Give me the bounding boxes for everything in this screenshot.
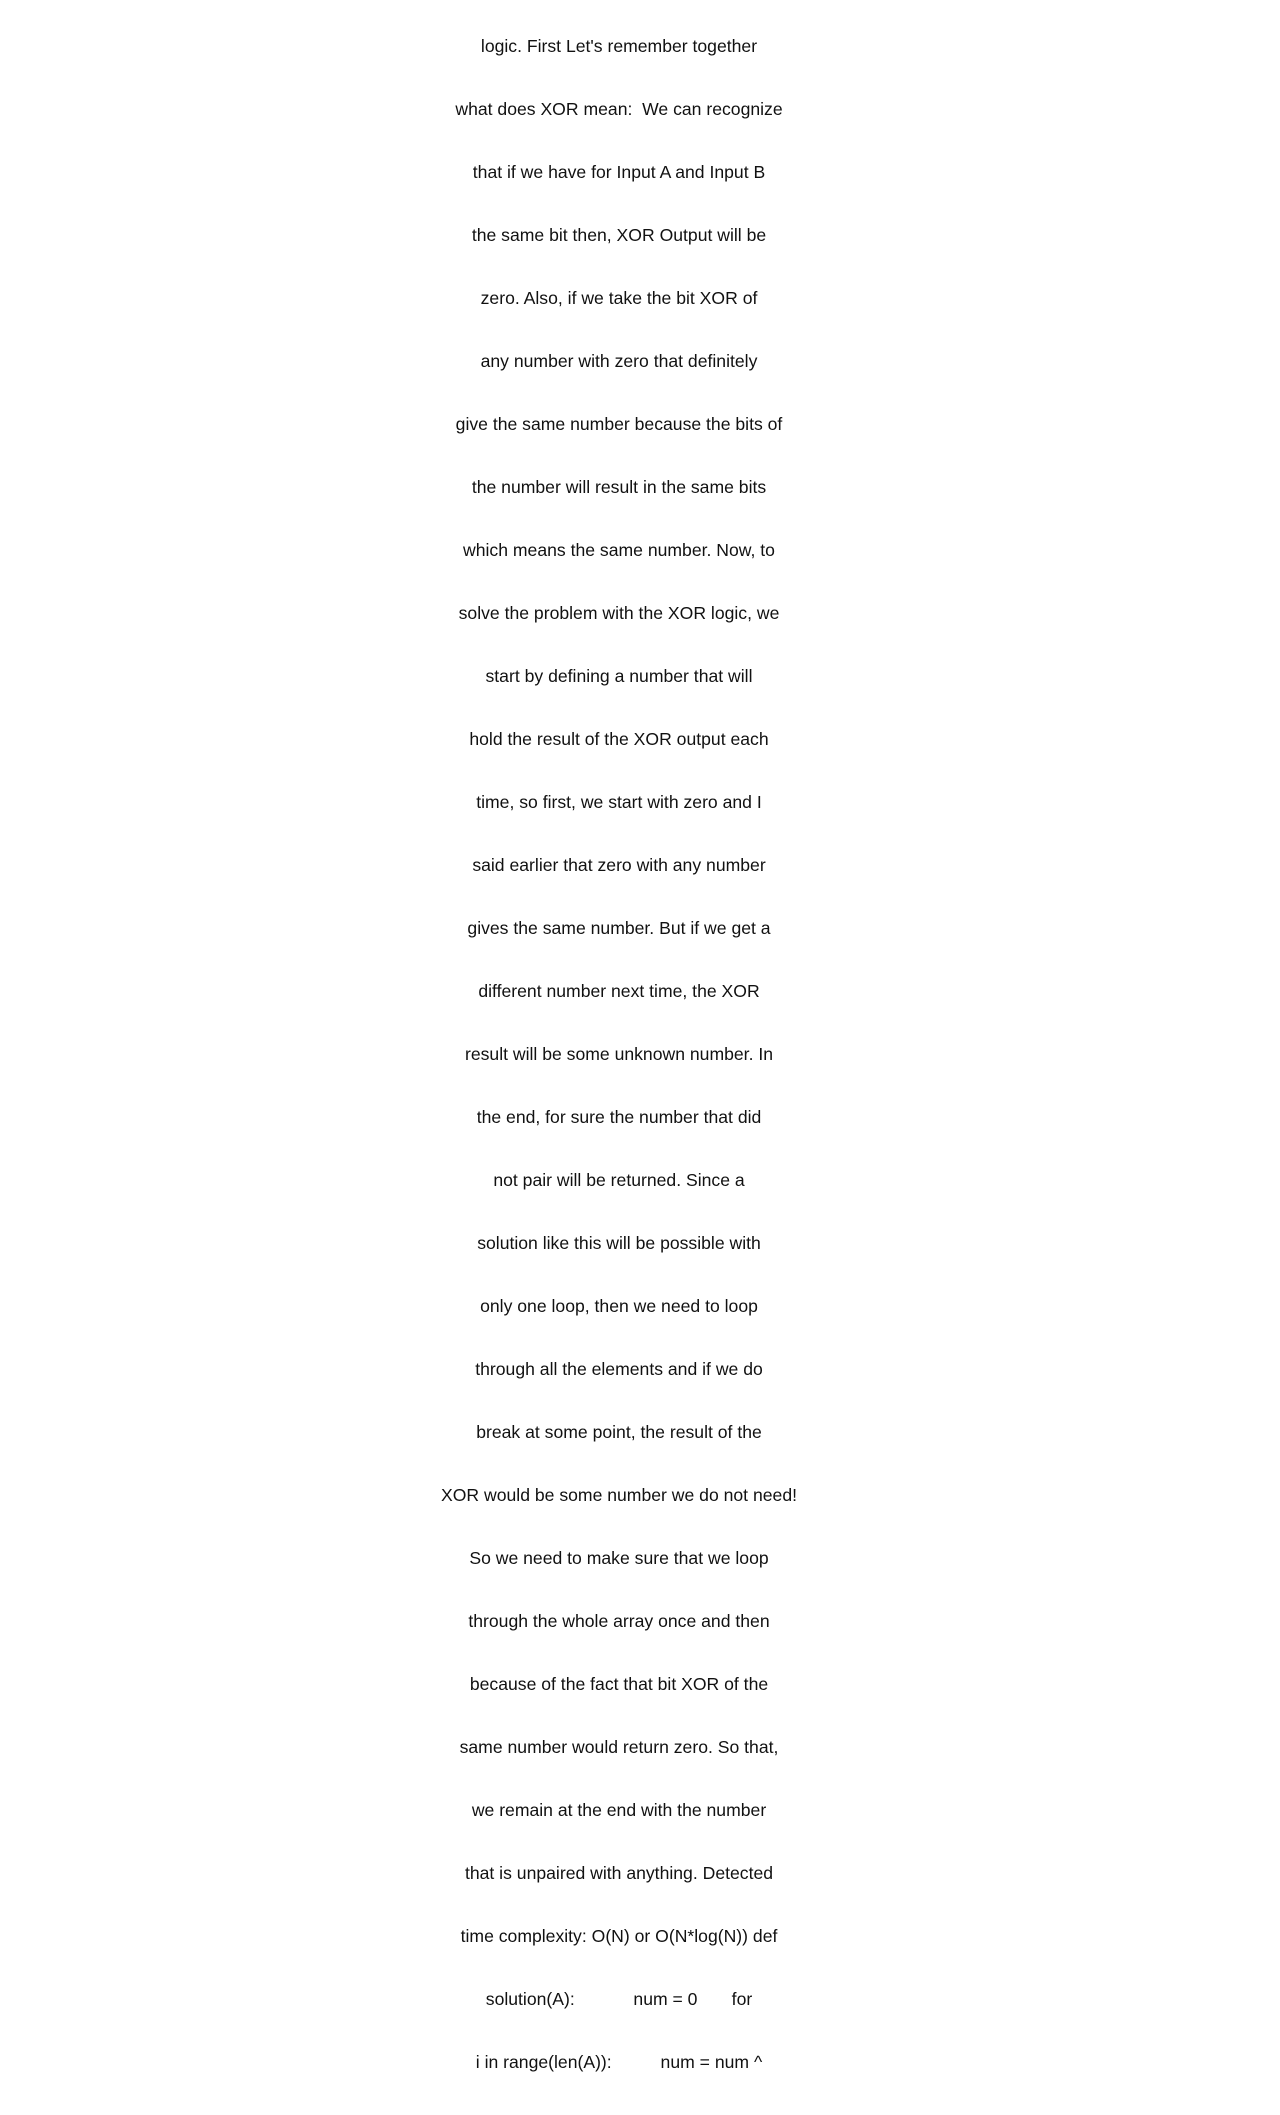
text-line: result will be some unknown number. In xyxy=(464,1044,774,1064)
text-line: not pair will be returned. Since a xyxy=(493,1170,745,1190)
text-line: i in range(len(A)): num = num ^ xyxy=(475,2052,763,2072)
text-line: which means the same number. Now, to xyxy=(463,540,775,560)
text-line: time complexity: O(N) or O(N*log(N)) def xyxy=(460,1926,778,1946)
text-line: the same bit then, XOR Output will be xyxy=(471,225,767,245)
text-line: we remain at the end with the number xyxy=(471,1800,767,1820)
text-line: XOR would be some number we do not need! xyxy=(441,1485,797,1505)
text-line: break at some point, the result of the xyxy=(476,1422,762,1442)
text-line: time, so first, we start with zero and I xyxy=(476,792,762,812)
text-line: different number next time, the XOR xyxy=(478,981,760,1001)
text-line: what does XOR mean: We can recognize xyxy=(455,99,783,119)
text-line: solution(A): num = 0 for xyxy=(485,1989,753,2009)
text-line: gives the same number. But if we get a xyxy=(467,918,771,938)
text-line: the number will result in the same bits xyxy=(471,477,767,497)
text-line: start by defining a number that will xyxy=(485,666,753,686)
text-line: only one loop, then we need to loop xyxy=(480,1296,758,1316)
text-line: that if we have for Input A and Input B xyxy=(472,162,766,182)
text-line: because of the fact that bit XOR of the xyxy=(469,1674,769,1694)
text-line: So we need to make sure that we loop xyxy=(469,1548,769,1568)
article-text xyxy=(380,0,858,2115)
text-line: any number with zero that definitely xyxy=(480,351,758,371)
text-line: hold the result of the XOR output each xyxy=(469,729,769,749)
text-line: zero. Also, if we take the bit XOR of xyxy=(480,288,758,308)
text-line: said earlier that zero with any number xyxy=(472,855,766,875)
text-line: that is unpaired with anything. Detected xyxy=(464,1863,774,1883)
text-line: the end, for sure the number that did xyxy=(476,1107,762,1127)
text-line: logic. First Let's remember together xyxy=(480,36,758,56)
text-line: solution like this will be possible with xyxy=(477,1233,761,1253)
text-line: through all the elements and if we do xyxy=(475,1359,763,1379)
text-line: same number would return zero. So that, xyxy=(459,1737,779,1757)
text-line: through the whole array once and then xyxy=(468,1611,770,1631)
text-line: give the same number because the bits of xyxy=(455,414,783,434)
text-line: solve the problem with the XOR logic, we xyxy=(458,603,780,623)
